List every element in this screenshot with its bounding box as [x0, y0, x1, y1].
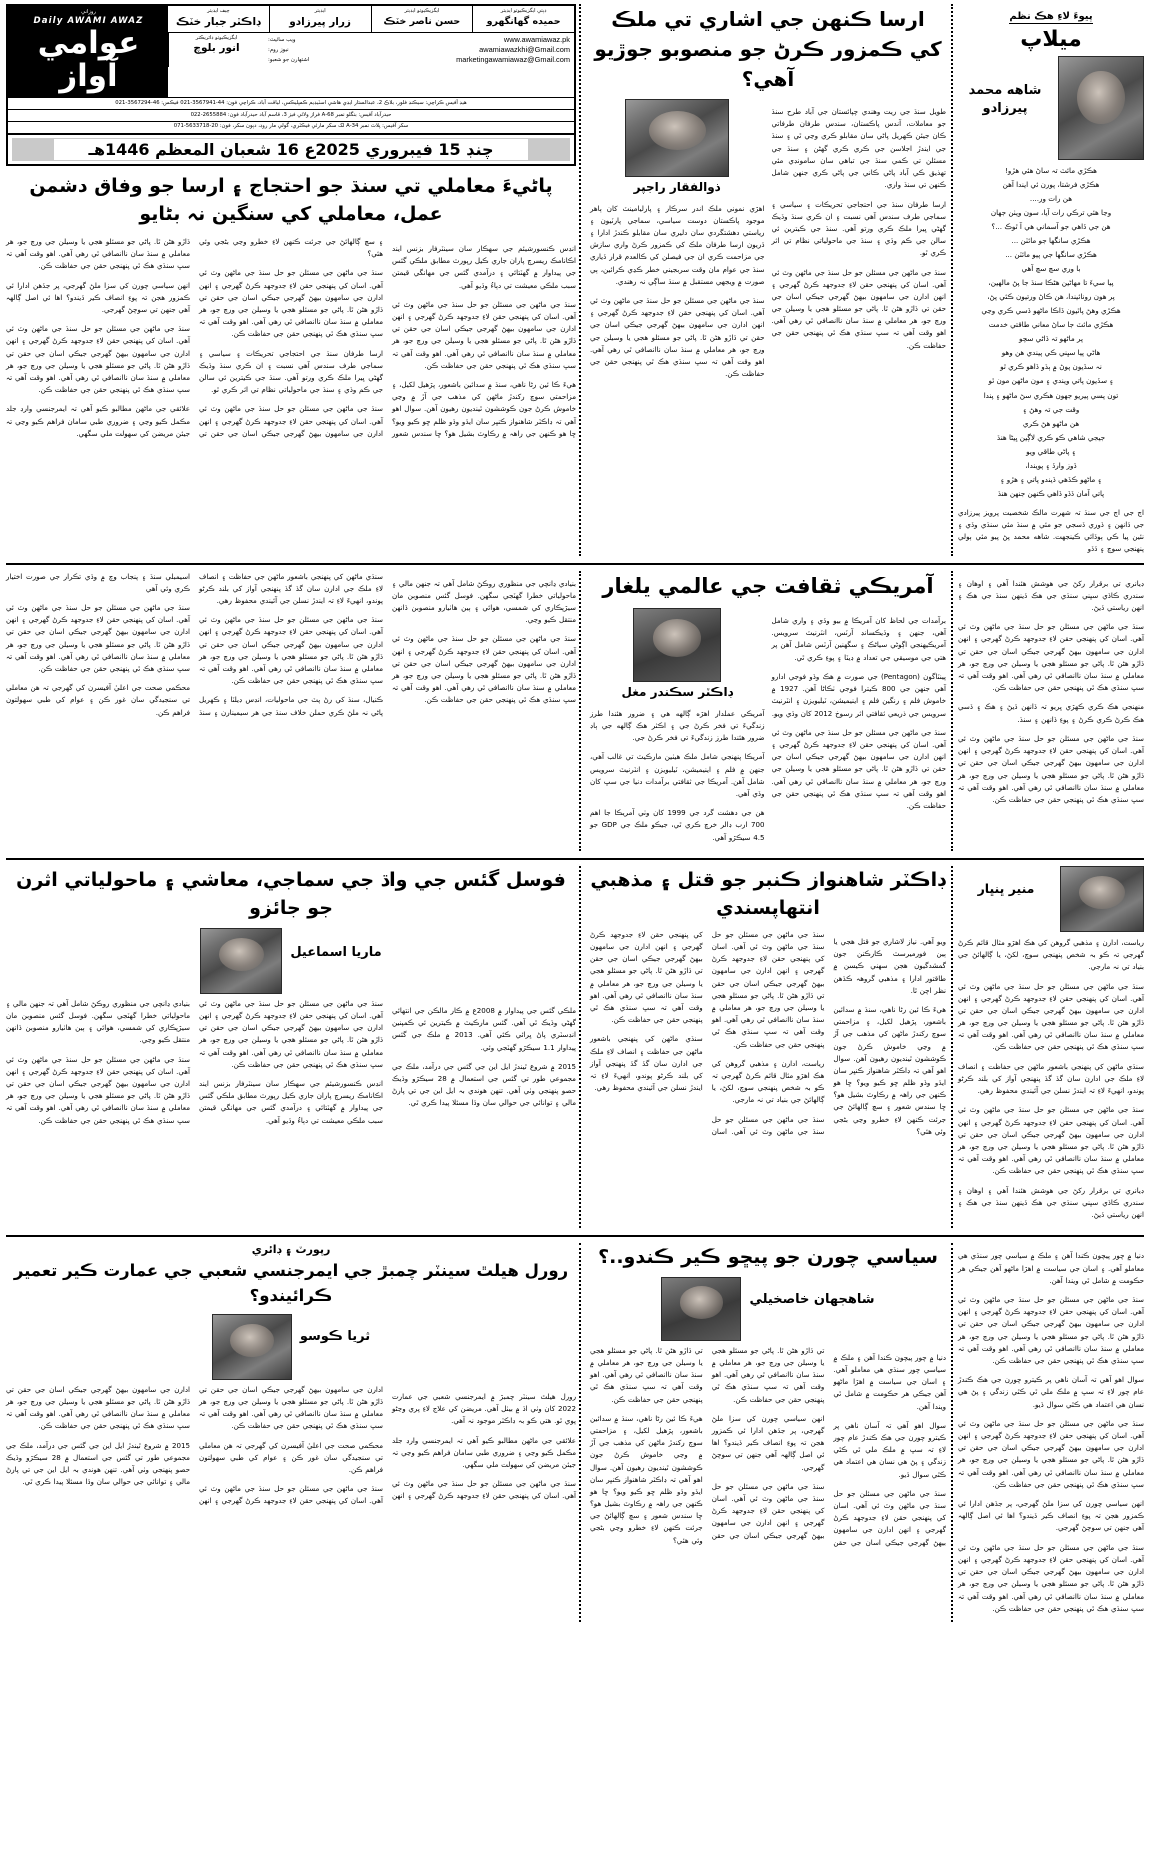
staff-name: حميده گهانگهرو	[486, 15, 561, 27]
newsroom-label: نيوز روم:	[268, 46, 289, 53]
lead-paragraph: اهڙي نموني ملڪ اندر سرڪار ۽ پارليامينٽ کان ٻاهر موجود پاڪستان دوست سياسي، سماجي پارٽيون ۽ رياستي دهشتگردي سان دليري سان مقابلو ڪندڙ ادارا ۽ ڏريون ارسا طرفان ملڪ کي ڪمزور ڪرڻ واري سازش جي مزاحمت ڪري ان جي فيصلن کي ڪالعدم قرار ڏياري سنڌ جي عوام مان وقت سربجيني خطر ڪڍي ڪرائين، ٻي صورت ۾ ويجهي مستقبل ۾ سنڌ ساڳي نہ رهندي.	[590, 203, 765, 286]
paragraph: هن جي دهشت گرد جي 1999 کان وٺي آمريڪا جا اهم 700 ارب ڊالر خرچ ڪري ٿي، جيڪو ملڪ جي GDP جو 4.5 سيڪڙو آهي.	[590, 808, 765, 842]
ads-label: اشتهارن جو شعبو:	[268, 56, 310, 63]
top-section	[6, 4, 1144, 556]
paragraph: بنيادي ڍانچي جي منظوري روڪڻ شامل آهي تہ جنهن مالي ۽ ماحولياتي خطرا گهٽجي سگهن. فوسل گئس منصوبن مان سيڙپڪاري کي شمسي، هوائي ۽ ٻين هاٺيارو منصوبن ڏانهن منتقل ڪيو وڃي.	[6, 998, 190, 1045]
marketing-email[interactable]: marketingawamiawaz@Gmail.com	[456, 55, 570, 65]
paragraph: انڊس ڪنسورشيئم جي سهڪار سان سينٽرفار بزنس ايند اڪانامڪ ريسرچ پاران جاري ڪيل رپورٽ مطابق ملڪي گئس جي پيداوار ۾ گهٽتائي ۽ درآمدي گئس جي مهانگي قيمتن سبب ملڪي معيشت تي دٻاءُ وڌيو آهي.	[199, 1079, 383, 1125]
paragraph: انهن سياسي چورن کي سزا ملڻ گهرجي، پر جڏهن ادارا ئي ڪمزور هجن تہ پوءِ انصاف ڪير ڏيندو؟ اها ئي اصل ڳالهہ آهي جنهن تي سوچڻ گهرجي.	[711, 1413, 825, 1472]
paragraph: هيءَ ڪا ئين رڻا ناهي، سنڌ ۾ سدائين باشعور، پڙهيل لکيل، ۽ مزاحمتي سوچ رکندڙ ماڻهن کي مذهب جي آڙ ۾ وڃي خاموش ڪرڻ جون ڪوششون ٿينديون رهيون آهن. سوال اهو آهي تہ ڊاڪٽر شاهنواز ڪنڀر سان ايڏو وڏو ظلم ڇو ڪيو ويو؟ ڇا هو ڪنهن جي راهہ ۾ رڪاوٽ بشيل هو؟ ڇا سندس شعور ۽ سچ ڳالهائڻ جي جرئت ڪنهن لاءِ خطرو وڃي بڻجي وئي هئي؟	[590, 1413, 703, 1545]
fossil-body	[6, 998, 576, 1128]
address-karachi: هيڊ آفيس ڪراچي: سيڪنڊ فلور، بلاڪ 2، عبدالستار ايڊي هاشي اسٽيڊيم ڪمپليڪس، لياقت آباد، ڪراچي فون: 44-3567941-021 فيڪس: 46-3567294-021	[8, 97, 574, 109]
poem-line: ۽ سڏيون پاتي ويندي ۽ مون ماڻهن مون ٿو	[988, 376, 1114, 386]
address-hyderabad: حيدرآباد آفيس: بنگلو نمبر 68-A فراز ولائي فيز 3، قاسم آباد حيدرآباد فون: 2655884-022	[8, 109, 574, 121]
paragraph: برآمدات جي لحاظ کان آمريڪا ۾ بيو وڏي ۽ واري شامل آهي، جنهن ۽ وڌيڪسانڊ آرٽس، انٽرنيٽ سرويس. آمريڪيهنجي اڳوڻي سياڻڪ ۽ سگهنين آرٽس شامل آهن پر هتي جي موسيقي جي تعداد ۾ ڊيٽا ۽ پوءِ ڪري ٿي.	[771, 616, 946, 662]
fossil-headline: فوسل گئس جي واڌ جي سماجي، معاشي ۽ ماحولياتي اثرن جو جائزو	[16, 868, 566, 920]
paragraph: محڪمي صحت جي اعليٰ آفيسرن کي گهرجي تہ هن معاملي تي سنجيدگي سان غور ڪن ۽ عوام کي طبي سهولتون فراهم ڪن.	[199, 1440, 383, 1474]
page-lead-body	[6, 236, 576, 442]
section-rule	[6, 858, 1144, 860]
poem-line: هڪڙي سانگها جو مائٽن ...	[1011, 236, 1091, 246]
paragraph: ڊيانري تي برقرار رکڻ جي هوشش هئندا آهي ۽ اوهان ۽ سندري ڪاڏي سڀني سنڌي جي هڪ ڏينهن سنڌ جي هڪ ۽ انهن رياستي ڏيڻ.	[958, 578, 1144, 612]
lead-paragraph: ارسا طرفان سنڌ جي احتجاجي تحريڪات ۽ سياسي ۽ سماجي طرف سندس آهي نسبت ۽ ان ڪري سنڌ وڌيڪ گهڻي ڀيرا ملڪ ڪري ورتو آهي. سنڌ جي ڪيترين ئي سالن جي ڪم وڌي ۽ سنڌ جي ماحولياتي نظام تي اثر ڪري ٿو.	[771, 199, 946, 258]
poem-line: هاڻي پيا سڀني ڪي پيندي هن وهو	[1001, 348, 1101, 358]
paragraph: ڊيانري تي برقرار رکڻ جي هوشش هئندا آهي ۽ اوهان ۽ سندري ڪاڏي سڀني سنڌي جي هڪ ڏينهن سنڌ جي هڪ ۽ انهن رياستي ڏيڻ.	[958, 1185, 1144, 1219]
column-divider	[579, 571, 587, 851]
masthead	[6, 4, 576, 442]
column-divider	[579, 866, 587, 1228]
lead-col-2	[590, 99, 765, 388]
paragraph: ڪنيال، سنڌ کي رڻ پٽ جي ماحوليات، انڊس ڊيلٽا ۽ ڪهريل پاڻي نہ ملڻ ڪري حملن خلاف سنڌ جي هر سيمينارن ۽ سنڌ اسيمبلي سنڌ ۽ پنجاب وچ ۾ وڏي تڪرار جي صورت اختيار ڪري وئي آهي	[6, 571, 383, 717]
paragraph: هيءَ ڪا ئين رڻا ناهي، سنڌ ۾ سدائين باشعور، پڙهيل لکيل، ۽ مزاحمتي سوچ رکندڙ ماڻهن کي مذهب جي آڙ ۾ وڃي خاموش ڪرڻ جون ڪوششون ٿينديون رهيون آهن. سوال اهو آهي تہ ڊاڪٽر شاهنواز ڪنڀر سان ايڏو وڏو ظلم ڇو ڪيو ويو؟ ڇا هو ڪنهن جي راهہ ۾ رڪاوٽ بشيل هو؟ ڇا سندس شعور ۽ سچ ڳالهائڻ جي جرئت ڪنهن لاءِ خطرو وڃي بڻجي وئي هئي؟	[833, 1004, 946, 1136]
paragraph: آمريڪي عملدار اهڙه ڳالهه هي ۽ ضرور هئندا طرز زندگيءَ تي فخر ڪرڻ جي ۽ اڪثر هڪ ڳالهه جي ٻاڊ ضرور هئندا طرز زندگيءَ تي فخر ڪرڻ جي.	[590, 708, 765, 743]
paragraph: سنڌ جي ماڻهن جي مسئلن جو حل سنڌ جي ماڻهن وٽ ئي آهي. اسان کي پنهنجي حقن لاءِ جدوجهد ڪرڻ گهرجي ۽ انهن ادارن جي سامهون بيهڻ گهرجي جيڪي اسان جي حقن تي ڌاڙو هڻن ٿا. پاڻي جو مسئلو هجي يا وسيلن جي ورڇ جو، هر معاملي ۾ سنڌ سان ناانصافي ٿي رهي آهي. اهو وقت آهي تہ سڀ سنڌي هڪ ٿي پنهنجي حقن جي حفاظت ڪن.	[958, 622, 1144, 693]
logo-english: Daily AWAMI AWAZ	[33, 16, 144, 26]
paragraph: علائقي جي ماڻهن مطالبو ڪيو آهي تہ ايمرجنسي وارڊ جلد مڪمل ڪيو وڃي ۽ ضروري طبي سامان فراهم ڪيو وڃي تہ جيئن مريضن کي سهولت ملي سگهي.	[392, 1435, 576, 1469]
political-headline: سياسي چورن جو پيڇو ڪير ڪندو..؟	[598, 1246, 938, 1269]
staff-role: چيف ايڊيٽر	[207, 8, 230, 14]
paragraph: بنيادي ڍانچي جي منظوري روڪڻ شامل آهي تہ جنهن مالي ۽ ماحولياتي خطرا گهٽجي سگهن. فوسل گئس منصوبن مان سيڙپڪاري کي شمسي، هوائي ۽ ٻين هاٺيارو منصوبن ڏانهن منتقل ڪيو وڃي.	[392, 578, 576, 625]
paragraph: دنيا ۾ چور پيچون ڪندا آهن ۽ ملڪ ۾ سياسي چور سنڌي هي معاملو آهي. ۽ اسان جي سياست ۾ اهڙا ماڻهو آهن جيڪي هر حڪومت ۾ شامل ٿي ويندا آهن.	[833, 1352, 946, 1411]
political-author-photo	[661, 1277, 741, 1341]
muneer-photo	[1060, 866, 1144, 932]
staff-role: ايگزيڪيوٽو ايڊيٽر	[404, 8, 440, 14]
lead-paragraph: ارسا طرفان سنڌ جي احتجاجي تحريڪات ۽ سياسي ۽ سماجي طرف سندس آهي نسبت ۽ ان ڪري سنڌ وڌيڪ گهڻي ڀيرا ملڪ ڪري ورتو آهي. سنڌ جي ڪيترين ئي سالن جي ڪم وڌي ۽ سنڌ جي ماحولياتي نظام تي اثر ڪري ٿو.	[199, 348, 383, 395]
lead-paragraph: سنڌ جي ماڻهن جي مسئلن جو حل سنڌ جي ماڻهن وٽ ئي آهي. اسان کي پنهنجي حقن لاءِ جدوجهد ڪرڻ گهرجي ۽ انهن ادارن جي سامهون بيهڻ گهرجي جيڪي اسان جي حقن تي ڌاڙو هڻن ٿا. پاڻي جو مسئلو هجي يا وسيلن جي ورڇ جو، هر معاملي ۾ سنڌ سان ناانصافي ٿي رهي آهي. اهو وقت آهي تہ سڀ سنڌي هڪ ٿي پنهنجي حقن جي حفاظت ڪن.	[199, 268, 383, 339]
staff-exec-editor	[472, 6, 574, 32]
paragraph: سنڌي ماڻهن کي پنهنجي باشعور ماڻهن جي حفاظت ۽ انصاف لاءِ ملڪ جي ادارن سان گڏ گڏ پنهنجي آواز کي بلند ڪرڻو پوندو، انهيءَ لاءِ تہ ايندڙ نسلن جي آئيندي محفوظ رهي.	[199, 571, 383, 605]
masthead-divider	[579, 4, 587, 556]
column-divider	[579, 1243, 587, 1622]
paragraph: سنڌ جي ماڻهن جي مسئلن جو حل سنڌ جي ماڻهن وٽ ئي آهي. اسان کي پنهنجي حقن لاءِ جدوجهد ڪرڻ گهرجي ۽ انهن ادارن جي سامهون بيهڻ گهرجي جيڪي اسان جي حقن تي ڌاڙو هڻن ٿا. پاڻي جو مسئلو هجي يا وسيلن جي ورڇ جو، هر معاملي ۾ سنڌ سان ناانصافي ٿي رهي آهي. اهو وقت آهي تہ سڀ سنڌي هڪ ٿي پنهنجي حقن جي حفاظت ڪن.	[711, 929, 825, 1049]
poem-line: ۽ پاڻي طاقي ويو	[1026, 446, 1076, 456]
poem-line: هڪڙي سانگها جي پيو مائٽن ...	[1005, 250, 1097, 260]
lead-paragraph: سنڌ جي ماڻهن جي مسئلن جو حل سنڌ جي ماڻهن وٽ ئي آهي. اسان کي پنهنجي حقن لاءِ جدوجهد ڪرڻ گهرجي ۽ انهن ادارن جي سامهون بيهڻ گهرجي جيڪي اسان جي حقن تي ڌاڙو هڻن ٿا. پاڻي جو مسئلو هجي يا وسيلن جي ورڇ جو، هر معاملي ۾ سنڌ سان ناانصافي ٿي رهي آهي. اهو وقت آهي تہ سڀ سنڌي هڪ ٿي پنهنجي حقن جي حفاظت ڪن.	[6, 236, 383, 438]
poem-line: جيجي شاهي ڪو ڪري لاڳين ڀيڻا هنڌ	[996, 432, 1106, 442]
paragraph: سنڌ جي ماڻهن جي مسئلن جو حل سنڌ جي ماڻهن وٽ ئي آهي. اسان کي پنهنجي حقن لاءِ جدوجهد ڪرڻ گهرجي ۽ انهن ادارن جي سامهون بيهڻ گهرجي جيڪي اسان جي حقن تي ڌاڙو هڻن ٿا. پاڻي جو مسئلو هجي يا وسيلن جي ورڇ جو، هر معاملي ۾ سنڌ سان ناانصافي ٿي رهي آهي. اهو وقت آهي تہ سڀ سنڌي هڪ ٿي پنهنجي حقن جي حفاظت ڪن.	[6, 1054, 190, 1125]
staff-name: حسن ناصر خٽڪ	[383, 15, 461, 27]
page-lead-headline: پاڻيءَ معاملي تي سنڌ جو احتجاج ۽ ارسا جو وفاق دشمن عمل، معاملي کي سنگين نہ بڻايو	[29, 174, 553, 226]
column-divider	[951, 571, 953, 851]
middle-right-col	[6, 571, 576, 851]
lead-paragraph: سنڌ جي ماڻهن جي مسئلن جو حل سنڌ جي ماڻهن وٽ ئي آهي. اسان کي پنهنجي حقن لاءِ جدوجهد ڪرڻ گهرجي ۽ انهن ادارن جي سامهون بيهڻ گهرجي جيڪي اسان جي حقن تي ڌاڙو هڻن ٿا. پاڻي جو مسئلو هجي يا وسيلن جي ورڇ جو، هر معاملي ۾ سنڌ سان ناانصافي ٿي رهي آهي. اهو وقت آهي تہ سڀ سنڌي هڪ ٿي پنهنجي حقن جي حفاظت ڪن.	[392, 299, 576, 370]
paragraph: سنڌ جي ماڻهن جي مسئلن جو حل سنڌ جي ماڻهن وٽ ئي آهي. اسان کي پنهنجي حقن لاءِ جدوجهد ڪرڻ گهرجي ۽ انهن ادارن جي سامهون بيهڻ گهرجي جيڪي اسان جي حقن تي ڌاڙو هڻن ٿا. پاڻي جو مسئلو هجي يا وسيلن جي ورڇ جو، هر معاملي ۾ سنڌ سان ناانصافي ٿي رهي آهي. اهو وقت آهي تہ سڀ سنڌي هڪ ٿي پنهنجي حقن جي حفاظت ڪن.	[590, 1345, 825, 1540]
bottom-left-col	[958, 1243, 1144, 1622]
bottom-band	[6, 1243, 1144, 1622]
poem-line: نہ سڏيون پوڻ ۾ ٻڌو ڏاهو ڪري ٿو	[1000, 362, 1102, 372]
lead-paragraph: طويل سنڌ جي ريت وهندي چپائستان جي آباد طرح سنڌ جو معاملات، آندس پاڪستان، سندس طرفان طرفاتي ڪان جيئن ڪهريل پاڻي سان مقابلو ڪري وڃي ٿي ۽ سنڌ جي ايندڙ اجلاسن جي ڪري ڪري گهڻن ۽ سنڌ جي مسئلن تي ڪمي سنڌ جي تباهي سان سامونڊي مئي تهذيق ڪي آباد پاڻي ڪاني جي پاڻي ڪري جنهن شامل ڪنهن تي سنڌ واري.	[771, 107, 946, 190]
paragraph: سنڌ جي ماڻهن جي مسئلن جو حل سنڌ جي ماڻهن وٽ ئي آهي. اسان کي پنهنجي حقن لاءِ جدوجهد ڪرڻ گهرجي ۽ انهن ادارن جي سامهون بيهڻ گهرجي جيڪي اسان جي حقن تي ڌاڙو هڻن ٿا. پاڻي جو مسئلو هجي يا وسيلن جي ورڇ جو، هر معاملي ۾ سنڌ سان ناانصافي ٿي رهي آهي. اهو وقت آهي تہ سڀ سنڌي هڪ ٿي پنهنجي حقن جي حفاظت ڪن.	[958, 981, 1144, 1052]
column-divider	[951, 4, 953, 556]
poem-line: با وري سچ سچ آهي	[1021, 264, 1081, 274]
staff-role: ڊپٽي ايگزيڪيوٽو ايڊيٽر	[500, 8, 547, 14]
poem-line: هن ماڻهو هڻ ڪري	[1022, 418, 1080, 428]
paragraph: آمريڪا پنهنجي شامل ملڪ هيٺين مارڪيٽ تي غالب آهي، جنهن ۾ فلم ۽ اينيميشن، ٽيليويزن ۽ انٽرنيٽ سرويس شامل آهن. آمريڪا جي ثقافتي برآمدات دنيا جي سڀ کان وڏي آهي.	[590, 752, 765, 798]
paragraph: سنڌي ماڻهن کي پنهنجي باشعور ماڻهن جي حفاظت ۽ انصاف لاءِ ملڪ جي ادارن سان گڏ گڏ پنهنجي آواز کي بلند ڪرڻو پوندو، انهيءَ لاءِ تہ ايندڙ نسلن جي آئيندي محفوظ رهي.	[590, 1034, 703, 1093]
lead-paragraph: هيءَ ڪا ئين رڻا ناهي، سنڌ ۾ سدائين باشعور، پڙهيل لکيل، ۽ مزاحمتي سوچ رکندڙ ماڻهن کي مذهب جي آڙ ۾ وڃي خاموش ڪرڻ جون ڪوششون ٿينديون رهيون آهن. سوال اهو آهي تہ ڊاڪٽر شاهنواز ڪنڀر سان ايڏو وڏو ظلم ڇو ڪيو ويو؟ ڇا هو ڪنهن جي راهہ ۾ رڪاوٽ بشيل هو؟ ڇا سندس شعور ۽ سچ ڳالهائڻ جي جرئت ڪنهن لاءِ خطرو وڃي بڻجي وئي هئي؟	[199, 236, 576, 438]
america-headline: آمريڪي ثقافت جي عالمي يلغار	[602, 573, 934, 598]
article-political	[590, 1243, 946, 1622]
paragraph: رياست، ادارن ۽ مذهبي گروهن کي هڪ اهڙو مثال قائم ڪرڻ گهرجي تہ ڪو بہ شخص پنهنجي سوچ، لکڻ، يا ڳالهائڻ جي بنياد تي نہ مارجي.	[958, 937, 1144, 972]
paragraph: 2015 ۾ شروع ٿيندڙ ايل اين جي گئس جي درآمد، ملڪ جي مجموعي طور تي گئس جي استعمال ۾ 28 سيڪڙو وڌيڪ حصو پنهنجي وٺي آهي. تنهن هوندي بہ ايل اين جي تي پارڻ مالي ۽ توانائي جي حوالي سان وڏا مسئلا پيدا ڪري ٿي.	[392, 1061, 576, 1108]
america-author-name: ڊاڪٽر سڪندر مغل	[621, 685, 733, 699]
poem-line: پاتي آمان ڏڏو ڏاهي ڪنهن جنهن هنڌ	[997, 488, 1105, 498]
poem-line: وڃا هئي ترڪي رات آيا، سون ويٺن جهان	[990, 208, 1112, 218]
paragraph: سنڌ جي ماڻهن جي مسئلن جو حل سنڌ جي ماڻهن وٽ ئي آهي. اسان کي پنهنجي حقن لاءِ جدوجهد ڪرڻ گهرجي ۽ انهن ادارن جي سامهون بيهڻ گهرجي جيڪي اسان جي حقن تي ڌاڙو هڻن ٿا. پاڻي جو مسئلو هجي يا وسيلن جي ورڇ جو، هر معاملي ۾ سنڌ سان ناانصافي ٿي رهي آهي. اهو وقت آهي تہ سڀ سنڌي هڪ ٿي پنهنجي حقن جي حفاظت ڪن.	[6, 602, 190, 673]
poem-title: ميلاپ	[1020, 27, 1082, 52]
lead-paragraph: انڊس ڪنسورشيئم جي سهڪار سان سينٽرفار بزنس ايند اڪانامڪ ريسرچ پاران جاري ڪيل رپورٽ مطابق ملڪي گئس جي پيداوار ۾ گهٽتائي ۽ درآمدي گئس جي مهانگي قيمتن سبب ملڪي معيشت تي دٻاءُ وڌيو آهي.	[392, 244, 576, 290]
staff-role: ايگزيڪيوٽو ڊائريڪٽر	[195, 34, 238, 41]
paragraph: رورل هيلٿ سينٽر چمبڙ ۾ ايمرجنسي شعبي جي عمارت 2022 کان وٺي اڌ ۾ بيٺل آهي. مريضن کي علاج لاءِ پري وڃڻو پوي ٿو. هتي ڪو بہ ڊاڪٽر موجود نہ آهي.	[392, 1391, 576, 1426]
website-url[interactable]: www.awamiawaz.pk	[503, 34, 570, 44]
lead-paragraph: سنڌ جي ماڻهن جي مسئلن جو حل سنڌ جي ماڻهن وٽ ئي آهي. اسان کي پنهنجي حقن لاءِ جدوجهد ڪرڻ گهرجي ۽ انهن ادارن جي سامهون بيهڻ گهرجي جيڪي اسان جي حقن تي ڌاڙو هڻن ٿا. پاڻي جو مسئلو هجي يا وسيلن جي ورڇ جو، هر معاملي ۾ سنڌ سان ناانصافي ٿي رهي آهي. اهو وقت آهي تہ سڀ سنڌي هڪ ٿي پنهنجي حقن جي حفاظت ڪن.	[771, 267, 946, 350]
poem-line: هڪڙي مائٽ تہ ساڻ هئي هڙو!	[1005, 166, 1097, 175]
rural-kicker: رپورٽ ۽ ڊائري	[251, 1243, 331, 1257]
logo-kicker: روزاني	[81, 9, 96, 15]
paragraph: سنڌ جي ماڻهن جي مسئلن جو حل سنڌ جي ماڻهن وٽ ئي آهي. اسان کي پنهنجي حقن لاءِ جدوجهد ڪرڻ گهرجي ۽ انهن ادارن جي سامهون بيهڻ گهرجي جيڪي اسان جي حقن تي ڌاڙو هڻن ٿا. پاڻي جو مسئلو هجي يا وسيلن جي ورڇ جو، هر معاملي ۾ سنڌ سان ناانصافي ٿي رهي آهي. اهو وقت آهي تہ سڀ سنڌي هڪ ٿي پنهنجي حقن جي حفاظت ڪن.	[199, 1384, 576, 1501]
fossil-author-name: ماريا اسماعيل	[290, 944, 382, 960]
staff-role: ايڊيٽر	[314, 8, 326, 14]
paragraph: ملڪي گئس جي پيداوار ۾ 2008ع ۾ ڪار مالڪن جي انتهائي گهڻي وڌيڪ ٿي آهي. گئس مارڪيٽ ۾ ڪيترين ئي ڪمپنين انڊسٽري پاڻ ڀرائي ڪئي آهي. 2013 ۾ ملڪ جي گئس پيداوار 1.1 سيڪڙو گهٽجي وئي.	[392, 1005, 576, 1052]
paragraph: منهنجي هڪ ڪري ڪهڙي ڀريو تہ ڏانهن ڏيڻ ۽ هڪ ۽ ڏسي هڪ ڪرڻ ڪري ڪرڻ ۽ پوءِ ڏانهن ۽ سنڌ.	[958, 702, 1144, 724]
america-col-1	[772, 608, 947, 851]
lead-author-photo	[625, 99, 729, 177]
staff-exec-director	[168, 33, 264, 68]
poem-lines	[958, 164, 1144, 501]
shahnawaz-headline: ڊاڪٽر شاهنواز ڪنبر جو قتل ۽ مذهبي انتهاپسندي	[590, 868, 946, 920]
poem-line: هڪڙي مائٽ جا ساڻ معاني طاقتي خدمت	[988, 320, 1114, 330]
staff-editor	[269, 6, 371, 32]
paragraph: سنڌ جي ماڻهن جي مسئلن جو حل سنڌ جي ماڻهن وٽ ئي آهي. اسان کي پنهنجي حقن لاءِ جدوجهد ڪرڻ گهرجي ۽ انهن ادارن جي سامهون بيهڻ گهرجي جيڪي اسان جي حقن تي ڌاڙو هڻن ٿا. پاڻي جو مسئلو هجي يا وسيلن جي ورڇ جو، هر معاملي ۾ سنڌ سان ناانصافي ٿي رهي آهي. اهو وقت آهي تہ سڀ سنڌي هڪ ٿي پنهنجي حقن جي حفاظت ڪن.	[958, 1295, 1144, 1365]
column-divider	[951, 1243, 953, 1622]
poem-line: پر ماڻهو تہ ڏاڻي سچو	[1019, 334, 1083, 344]
paragraph: سنڌ جي ماڻهن جي مسئلن جو حل سنڌ جي ماڻهن وٽ ئي آهي. اسان کي پنهنجي حقن لاءِ جدوجهد ڪرڻ گهرجي ۽ انهن ادارن جي سامهون بيهڻ گهرجي جيڪي اسان جي حقن تي ڌاڙو هڻن ٿا. پاڻي جو مسئلو هجي يا وسيلن جي ورڇ جو، هر معاملي ۾ سنڌ سان ناانصافي ٿي رهي آهي. اهو وقت آهي تہ سڀ سنڌي هڪ ٿي پنهنجي حقن جي حفاظت ڪن.	[958, 1105, 1144, 1176]
paragraph: سنڌ جي ماڻهن جي مسئلن جو حل سنڌ جي ماڻهن وٽ ئي آهي. اسان کي پنهنجي حقن لاءِ جدوجهد ڪرڻ گهرجي ۽ انهن ادارن جي سامهون بيهڻ گهرجي جيڪي اسان جي حقن تي ڌاڙو هڻن ٿا. پاڻي جو مسئلو هجي يا وسيلن جي ورڇ جو، هر معاملي ۾ سنڌ سان ناانصافي ٿي رهي آهي. اهو وقت آهي تہ سڀ سنڌي هڪ ٿي پنهنجي حقن جي حفاظت ڪن.	[958, 1542, 1144, 1613]
paragraph: سنڌ جي ماڻهن جي مسئلن جو حل سنڌ جي ماڻهن وٽ ئي آهي. اسان کي پنهنجي حقن لاءِ جدوجهد ڪرڻ گهرجي ۽ انهن ادارن جي سامهون بيهڻ گهرجي جيڪي اسان جي حقن تي ڌاڙو هڻن ٿا. پاڻي جو مسئلو هجي يا وسيلن جي ورڇ جو، هر معاملي ۾ سنڌ سان ناانصافي ٿي رهي آهي. اهو وقت آهي تہ سڀ سنڌي هڪ ٿي پنهنجي حقن جي حفاظت ڪن.	[6, 1384, 383, 1506]
paragraph: انهن سياسي چورن کي سزا ملڻ گهرجي، پر جڏهن ادارا ئي ڪمزور هجن تہ پوءِ انصاف ڪير ڏيندو؟ اها ئي اصل ڳالهہ آهي جنهن تي سوچڻ گهرجي.	[958, 1499, 1144, 1533]
paragraph: ويو آهي. نياز لاشاري جو قتل هجي يا ٻين فورميرسٽ ڪارڪنن جون گمشدگيون هجن سهني ڪيسن ۾ طاقتور ادارا ۽ مذهبي گروهہ ڪڏهن نظر اچن ٿا.	[833, 936, 946, 995]
staff-deputy-editor	[371, 6, 473, 32]
paragraph: محڪمي صحت جي اعليٰ آفيسرن کي گهرجي تہ هن معاملي تي سنجيدگي سان غور ڪن ۽ عوام کي طبي سهولتون فراهم ڪن.	[6, 683, 190, 717]
poem-line: پيا سيءَ تا مهاڻين هڻڪا سنڌ جا پڻ مالهين،	[988, 278, 1114, 288]
paragraph: سنڌ جي ماڻهن جي مسئلن جو حل سنڌ جي ماڻهن وٽ ئي آهي. اسان کي پنهنجي حقن لاءِ جدوجهد ڪرڻ گهرجي ۽ انهن ادارن جي سامهون بيهڻ گهرجي جيڪي اسان جي حقن تي ڌاڙو هڻن ٿا. پاڻي جو مسئلو هجي يا وسيلن جي ورڇ جو، هر معاملي ۾ سنڌ سان ناانصافي ٿي رهي آهي. اهو وقت آهي تہ سڀ سنڌي هڪ ٿي پنهنجي حقن جي حفاظت ڪن.	[199, 998, 383, 1069]
poem-kicker: پيوءَ لاءِ هڪ نظم	[1009, 11, 1093, 22]
address-sukkur: سکر آفيس: پلاٽ نمبر 34-A لک سکر مارئي فيڪٽري، گولي مار روڊ، دٻون سکر، فون: 20-5633718-071	[8, 121, 574, 133]
staff-name: ڊاڪٽر جبار خٽڪ	[176, 15, 261, 28]
paragraph: سنڌ جي ماڻهن جي مسئلن جو حل سنڌ جي ماڻهن وٽ ئي آهي. اسان کي پنهنجي حقن لاءِ جدوجهد ڪرڻ گهرجي ۽ انهن ادارن جي سامهون بيهڻ گهرجي جيڪي اسان جي حقن تي ڌاڙو هڻن ٿا. پاڻي جو مسئلو هجي يا وسيلن جي ورڇ جو، هر معاملي ۾ سنڌ سان ناانصافي ٿي رهي آهي. اهو وقت آهي تہ سڀ سنڌي هڪ ٿي پنهنجي حقن جي حفاظت ڪن.	[392, 634, 576, 705]
paragraph: سوال اهو آهي تہ آسان ناهي پر ڪيترو چورن جي هڪ ڪندڙ عام چور لاءِ تہ سڀ ۾ ملڪ ملي ٿي ڪٿي زندگي ۽ پڻ هي نسان هي اعتماد هي ڪٿي سوال ڏيو.	[833, 1420, 946, 1479]
paragraph: سنڌي ماڻهن کي پنهنجي باشعور ماڻهن جي حفاظت ۽ انصاف لاءِ ملڪ جي ادارن سان گڏ گڏ پنهنجي آواز کي بلند ڪرڻو پوندو، انهيءَ لاءِ تہ ايندڙ نسلن جي آئيندي محفوظ رهي.	[958, 1061, 1144, 1096]
poem-line: هڪڙي وهڻ پاٿيون ڏاڪا ماڻهو ڏسي ڪري وڃي	[981, 306, 1121, 316]
page-lead-continuation	[6, 571, 576, 720]
muneer-name: منير ڀنڀار	[977, 880, 1035, 896]
lead-headline: ارسا ڪنهن جي اشاري تي ملڪ کي ڪمزور ڪرڻ جو منصوبو جوڙيو آهي؟	[594, 7, 942, 91]
staff-name: زرار پيرزادو	[289, 15, 351, 28]
lower-band	[6, 866, 1144, 1228]
poem-tail: اڄ جي اڄ جي سنڌ تہ شهرت مالڪ شخصيت پرويز پيرزادي جي ڏانهن ۽ ڏوري ڏسجي جو مئي ۾ سنڌ مئي سنڌي وڏي ۽ نئين پيا ڪي ٻوڏائي ڪينجهت. شاهه محمد پڻ پيو مئي ٻولي پنهنجي سوچ ۽ ڏڏو	[958, 507, 1144, 554]
paragraph: سنڌ جي ماڻهن جي مسئلن جو حل سنڌ جي ماڻهن وٽ ئي آهي. اسان کي پنهنجي حقن لاءِ جدوجهد ڪرڻ گهرجي ۽ انهن ادارن جي سامهون بيهڻ گهرجي جيڪي اسان جي حقن تي ڌاڙو هڻن ٿا. پاڻي جو مسئلو هجي يا وسيلن جي ورڇ جو، هر معاملي ۾ سنڌ سان ناانصافي ٿي رهي آهي. اهو وقت آهي تہ سڀ سنڌي هڪ ٿي پنهنجي حقن جي حفاظت ڪن.	[590, 929, 825, 1136]
staff-name: انور بلوچ	[193, 42, 240, 55]
staff-chief-editor	[168, 6, 269, 32]
lead-paragraph: علائقي جي ماڻهن مطالبو ڪيو آهي تہ ايمرجنسي وارڊ جلد مڪمل ڪيو وڃي ۽ ضروري طبي سامان فراهم ڪيو وڃي تہ جيئن مريضن کي سهولت ملي سگهي.	[6, 404, 190, 438]
website-label: ويب سائيٽ:	[268, 36, 296, 43]
poem-author-name: شاهه محمد پيرزادو	[968, 83, 1042, 117]
lead-author-name: ذوالفقار راجپر	[633, 180, 721, 194]
poem-column	[958, 4, 1144, 556]
poem-line: ۽ ماڻهو ڪڏهي ڏيندو پاتي ۽ هڙو ۽	[1000, 474, 1102, 484]
fossil-author-photo	[200, 928, 282, 994]
paragraph: پينٽاگون (Pentagon) جي صورت ۾ هڪ وڏو فوجي ادارو آهي جنهن جي 800 ڪيترا فوجي ٺڪاڻا آهن. 1927 ۾ خاموش فلم ۽ رنگين فلم ۽ اينيميشن، ٽيليويزن ۽ انٽرنيٽ سرويس جي ذريعي ثقافتي اثر رسوخ 2012 کان وڌي ويو.	[771, 671, 946, 718]
lead-col-1	[772, 99, 947, 388]
poem-line: وقت جي تہ وهڻ ۽	[1022, 404, 1080, 414]
lead-paragraph: انهن سياسي چورن کي سزا ملڻ گهرجي، پر جڏهن ادارا ئي ڪمزور هجن تہ پوءِ انصاف ڪير ڏيندو؟ اها ئي اصل ڳالهہ آهي جنهن تي سوچڻ گهرجي.	[6, 280, 190, 314]
rural-author-photo	[212, 1314, 292, 1380]
logo	[8, 6, 168, 97]
middle-left-col	[958, 571, 1144, 851]
newsroom-email[interactable]: awamiawazkhi@Gmail.com	[479, 44, 570, 54]
article-america	[590, 571, 946, 851]
political-body	[590, 1345, 946, 1549]
article-shahnawaz	[590, 866, 946, 1228]
poem-line: هڪڙي فرشتا، پورن ئي ايندا آهن	[1002, 180, 1100, 190]
paragraph: سنڌ جي ماڻهن جي مسئلن جو حل سنڌ جي ماڻهن وٽ ئي آهي. اسان کي پنهنجي حقن لاءِ جدوجهد ڪرڻ گهرجي ۽ انهن ادارن جي سامهون بيهڻ گهرجي جيڪي اسان جي حقن تي ڌاڙو هڻن ٿا. پاڻي جو مسئلو هجي يا وسيلن جي ورڇ جو، هر معاملي ۾ سنڌ سان ناانصافي ٿي رهي آهي. اهو وقت آهي تہ سڀ سنڌي هڪ ٿي پنهنجي حقن جي حفاظت ڪن.	[958, 1418, 1144, 1489]
paragraph: 2015 ۾ شروع ٿيندڙ ايل اين جي گئس جي درآمد، ملڪ جي مجموعي طور تي گئس جي استعمال ۾ 28 سيڪڙو وڌيڪ حصو پنهنجي وٺي آهي. تنهن هوندي بہ ايل اين جي تي پارڻ مالي ۽ توانائي جي حوالي سان وڏا مسئلا پيدا ڪري ٿي.	[6, 1440, 190, 1487]
poem-line: هن رات ور....	[1029, 194, 1073, 204]
america-col-2	[590, 608, 765, 851]
paragraph: سنڌ جي ماڻهن جي مسئلن جو حل سنڌ جي ماڻهن وٽ ئي آهي. اسان کي پنهنجي حقن لاءِ جدوجهد ڪرڻ گهرجي ۽ انهن ادارن جي سامهون بيهڻ گهرجي جيڪي اسان جي حقن تي ڌاڙو هڻن ٿا. پاڻي جو مسئلو هجي يا وسيلن جي ورڇ جو، هر معاملي ۾ سنڌ سان ناانصافي ٿي رهي آهي. اهو وقت آهي تہ سڀ سنڌي هڪ ٿي پنهنجي حقن جي حفاظت ڪن.	[771, 727, 946, 810]
logo-sindhi: عوامي آواز	[37, 25, 140, 94]
poem-author-photo	[1058, 56, 1144, 160]
date-bar	[8, 133, 574, 164]
muneer-column	[958, 866, 1144, 1228]
lead-paragraph: سنڌ جي ماڻهن جي مسئلن جو حل سنڌ جي ماڻهن وٽ ئي آهي. اسان کي پنهنجي حقن لاءِ جدوجهد ڪرڻ گهرجي ۽ انهن ادارن جي سامهون بيهڻ گهرجي جيڪي اسان جي حقن تي ڌاڙو هڻن ٿا. پاڻي جو مسئلو هجي يا وسيلن جي ورڇ جو، هر معاملي ۾ سنڌ سان ناانصافي ٿي رهي آهي. اهو وقت آهي تہ سڀ سنڌي هڪ ٿي پنهنجي حقن جي حفاظت ڪن.	[6, 324, 190, 395]
section-rule	[6, 563, 1144, 565]
paragraph: رياست، ادارن ۽ مذهبي گروهن کي هڪ اهڙو مثال قائم ڪرڻ گهرجي تہ ڪو بہ شخص پنهنجي سوچ، لکڻ، يا ڳالهائڻ جي بنياد تي نہ مارجي.	[711, 1058, 825, 1105]
paragraph: سنڌ جي ماڻهن جي مسئلن جو حل سنڌ جي ماڻهن وٽ ئي آهي. اسان کي پنهنجي حقن لاءِ جدوجهد ڪرڻ گهرجي ۽ انهن ادارن جي سامهون بيهڻ گهرجي جيڪي اسان جي حقن تي ڌاڙو هڻن ٿا. پاڻي جو مسئلو هجي يا وسيلن جي ورڇ جو، هر معاملي ۾ سنڌ سان ناانصافي ٿي رهي آهي. اهو وقت آهي تہ سڀ سنڌي هڪ ٿي پنهنجي حقن جي حفاظت ڪن.	[958, 733, 1144, 804]
contact-block	[264, 33, 574, 68]
shahnawaz-body	[590, 929, 946, 1138]
middle-band	[6, 571, 1144, 851]
paragraph: سنڌ جي ماڻهن جي مسئلن جو حل سنڌ جي ماڻهن وٽ ئي آهي. اسان کي پنهنجي حقن لاءِ جدوجهد ڪرڻ گهرجي ۽ انهن ادارن جي سامهون بيهڻ گهرجي جيڪي اسان جي حقن تي ڌاڙو هڻن ٿا. پاڻي جو مسئلو هجي يا وسيلن جي ورڇ جو، هر معاملي ۾ سنڌ سان ناانصافي ٿي رهي آهي. اهو وقت آهي تہ سڀ سنڌي هڪ ٿي پنهنجي حقن جي حفاظت ڪن.	[199, 615, 383, 686]
america-author-photo	[633, 608, 721, 682]
rural-body	[6, 1384, 576, 1508]
paragraph: دنيا ۾ چور پيچون ڪندا آهن ۽ ملڪ ۾ سياسي چور سنڌي هي معاملو آهي. ۽ اسان جي سياست ۾ اهڙا ماڻهو آهن جيڪي هر حڪومت ۾ شامل ٿي ويندا آهن.	[958, 1251, 1144, 1285]
poem-line: پر هون رونائيندا، هن ڪاڻ ورتيون ڪئي پڻ،	[987, 292, 1115, 302]
column-divider	[951, 866, 953, 1228]
political-author-name: شاهجهان خاصخيلي	[749, 1291, 875, 1307]
paragraph: سوال اهو آهي تہ آسان ناهي پر ڪيترو چورن جي هڪ ڪندڙ عام چور لاءِ تہ سڀ ۾ ملڪ ملي ٿي ڪٿي زندگي ۽ پڻ هي نسان هي اعتماد هي ڪٿي سوال ڏيو.	[958, 1375, 1144, 1409]
poem-line: ڏوز وارڏ ۽ پويندا،	[1025, 460, 1077, 470]
poem-line: تون پسي پيريو جهون هڪري سڻ ماڻهو ۽ پندا	[983, 390, 1119, 400]
lead-paragraph: سنڌ جي ماڻهن جي مسئلن جو حل سنڌ جي ماڻهن وٽ ئي آهي. اسان کي پنهنجي حقن لاءِ جدوجهد ڪرڻ گهرجي ۽ انهن ادارن جي سامهون بيهڻ گهرجي جيڪي اسان جي حقن تي ڌاڙو هڻن ٿا. پاڻي جو مسئلو هجي يا وسيلن جي ورڇ جو، هر معاملي ۾ سنڌ سان ناانصافي ٿي رهي آهي. اهو وقت آهي تہ سڀ سنڌي هڪ ٿي پنهنجي حقن جي حفاظت ڪن.	[590, 296, 765, 379]
poem-line: هن جي ڏاهي جو آسماني هي آ ٿوڪ ...؟	[991, 222, 1111, 232]
date-line: چنڊ 15 فيبروري 2025ع 16 شعبان المعظم 1446هـ	[54, 139, 527, 160]
article-fossil	[6, 866, 576, 1228]
rural-headline: رورل هيلٿ سينٽر چمبڙ جي ايمرجنسي شعبي جي عمارت ڪير تعمير ڪرائيندو؟	[13, 1261, 569, 1305]
rural-author-name: ثريا ڪوسو	[299, 1328, 371, 1344]
lead-story	[590, 4, 946, 388]
section-rule	[6, 1235, 1144, 1237]
paragraph: سنڌ جي ماڻهن جي مسئلن جو حل سنڌ جي ماڻهن وٽ ئي آهي. اسان کي پنهنجي حقن لاءِ جدوجهد ڪرڻ گهرجي ۽ انهن ادارن جي سامهون بيهڻ گهرجي جيڪي اسان جي حقن تي ڌاڙو هڻن ٿا. پاڻي جو مسئلو هجي يا وسيلن جي ورڇ جو، هر معاملي ۾ سنڌ سان ناانصافي ٿي رهي آهي. اهو وقت آهي تہ سڀ سنڌي هڪ ٿي پنهنجي حقن جي حفاظت ڪن.	[711, 1345, 946, 1547]
article-rural	[6, 1243, 576, 1622]
